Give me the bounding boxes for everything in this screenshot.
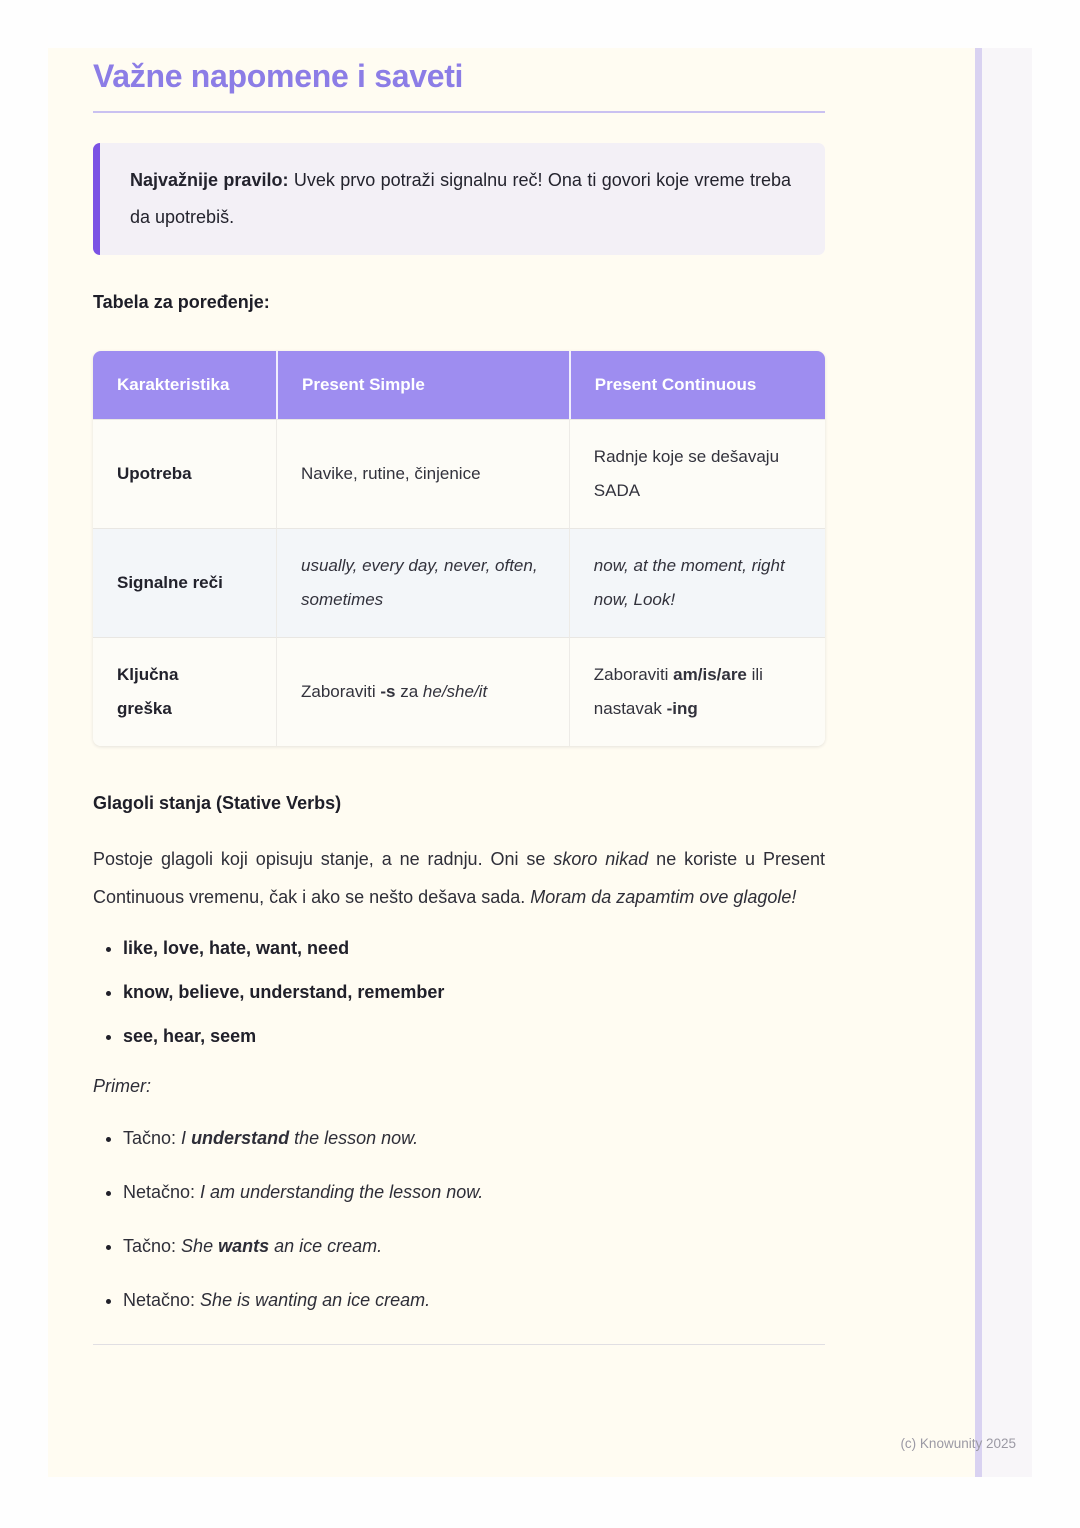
examples-list [93,1125,825,1314]
list-item: • Netačno: She is wanting an ice cream. [123,1287,825,1314]
list-item: • Netačno: I am understanding the lesson now. [123,1179,825,1206]
cell-present-simple: usually, every day, never, often, sometimes [276,528,569,637]
row-label: Ključna greška [93,637,276,746]
column-header-present-simple: Present Simple [276,351,569,419]
column-header-karakteristika: Karakteristika [93,351,276,419]
table-row-signalne-reci [93,528,825,637]
table-header-row [93,351,825,419]
stative-verbs-list [93,934,825,1050]
table-row-upotreba [93,419,825,528]
copyright-notice: (c) Knowunity 2025 [900,1436,1016,1451]
list-item: • Tačno: I understand the lesson now. [123,1125,825,1152]
document-page [48,48,975,1477]
stative-verbs-description: Postoje glagoli koji opisuju stanje, a ne radnju. Oni se skoro nikad ne koriste u Present Continuous vremenu, čak i ako se nešto dešava sada. Moram da zapamtim ove glagole! [93,849,825,907]
cell-present-simple: Zaboraviti -s za he/she/it [276,637,569,746]
scrollbar-track[interactable] [975,48,982,1477]
column-header-present-continuous: Present Continuous [569,351,825,419]
table-row-kljucna-greska [93,637,825,746]
row-label: Upotreba [93,419,276,528]
cell-present-simple: Navike, rutine, činjenice [276,419,569,528]
list-item: • Tačno: She wants an ice cream. [123,1233,825,1260]
row-label: Signalne reči [93,528,276,637]
title-underline [93,111,825,113]
important-rule-callout [93,143,825,255]
example-label: Primer: [93,1076,151,1096]
list-item: • like, love, hate, want, need [123,934,825,962]
cell-present-continuous: Radnje koje se dešavaju SADA [569,419,825,528]
cell-present-continuous: Zaboraviti am/is/are ili nastavak -ing [569,637,825,746]
list-item: • know, believe, understand, remember [123,978,825,1006]
bottom-divider [93,1344,825,1345]
callout-text: Najvažnije pravilo: Uvek prvo potraži signalnu reč! Ona ti govori koje vreme treba da upotrebiš. [130,170,791,227]
stative-verbs-heading: Glagoli stanja (Stative Verbs) [93,793,342,813]
list-item: • see, hear, seem [123,1022,825,1050]
comparison-table [93,351,825,746]
right-side-panel [982,48,1032,1477]
comparison-table-heading: Tabela za poređenje: [93,292,270,312]
cell-present-continuous: now, at the moment, right now, Look! [569,528,825,637]
page-title: Važne napomene i saveti [93,58,464,94]
